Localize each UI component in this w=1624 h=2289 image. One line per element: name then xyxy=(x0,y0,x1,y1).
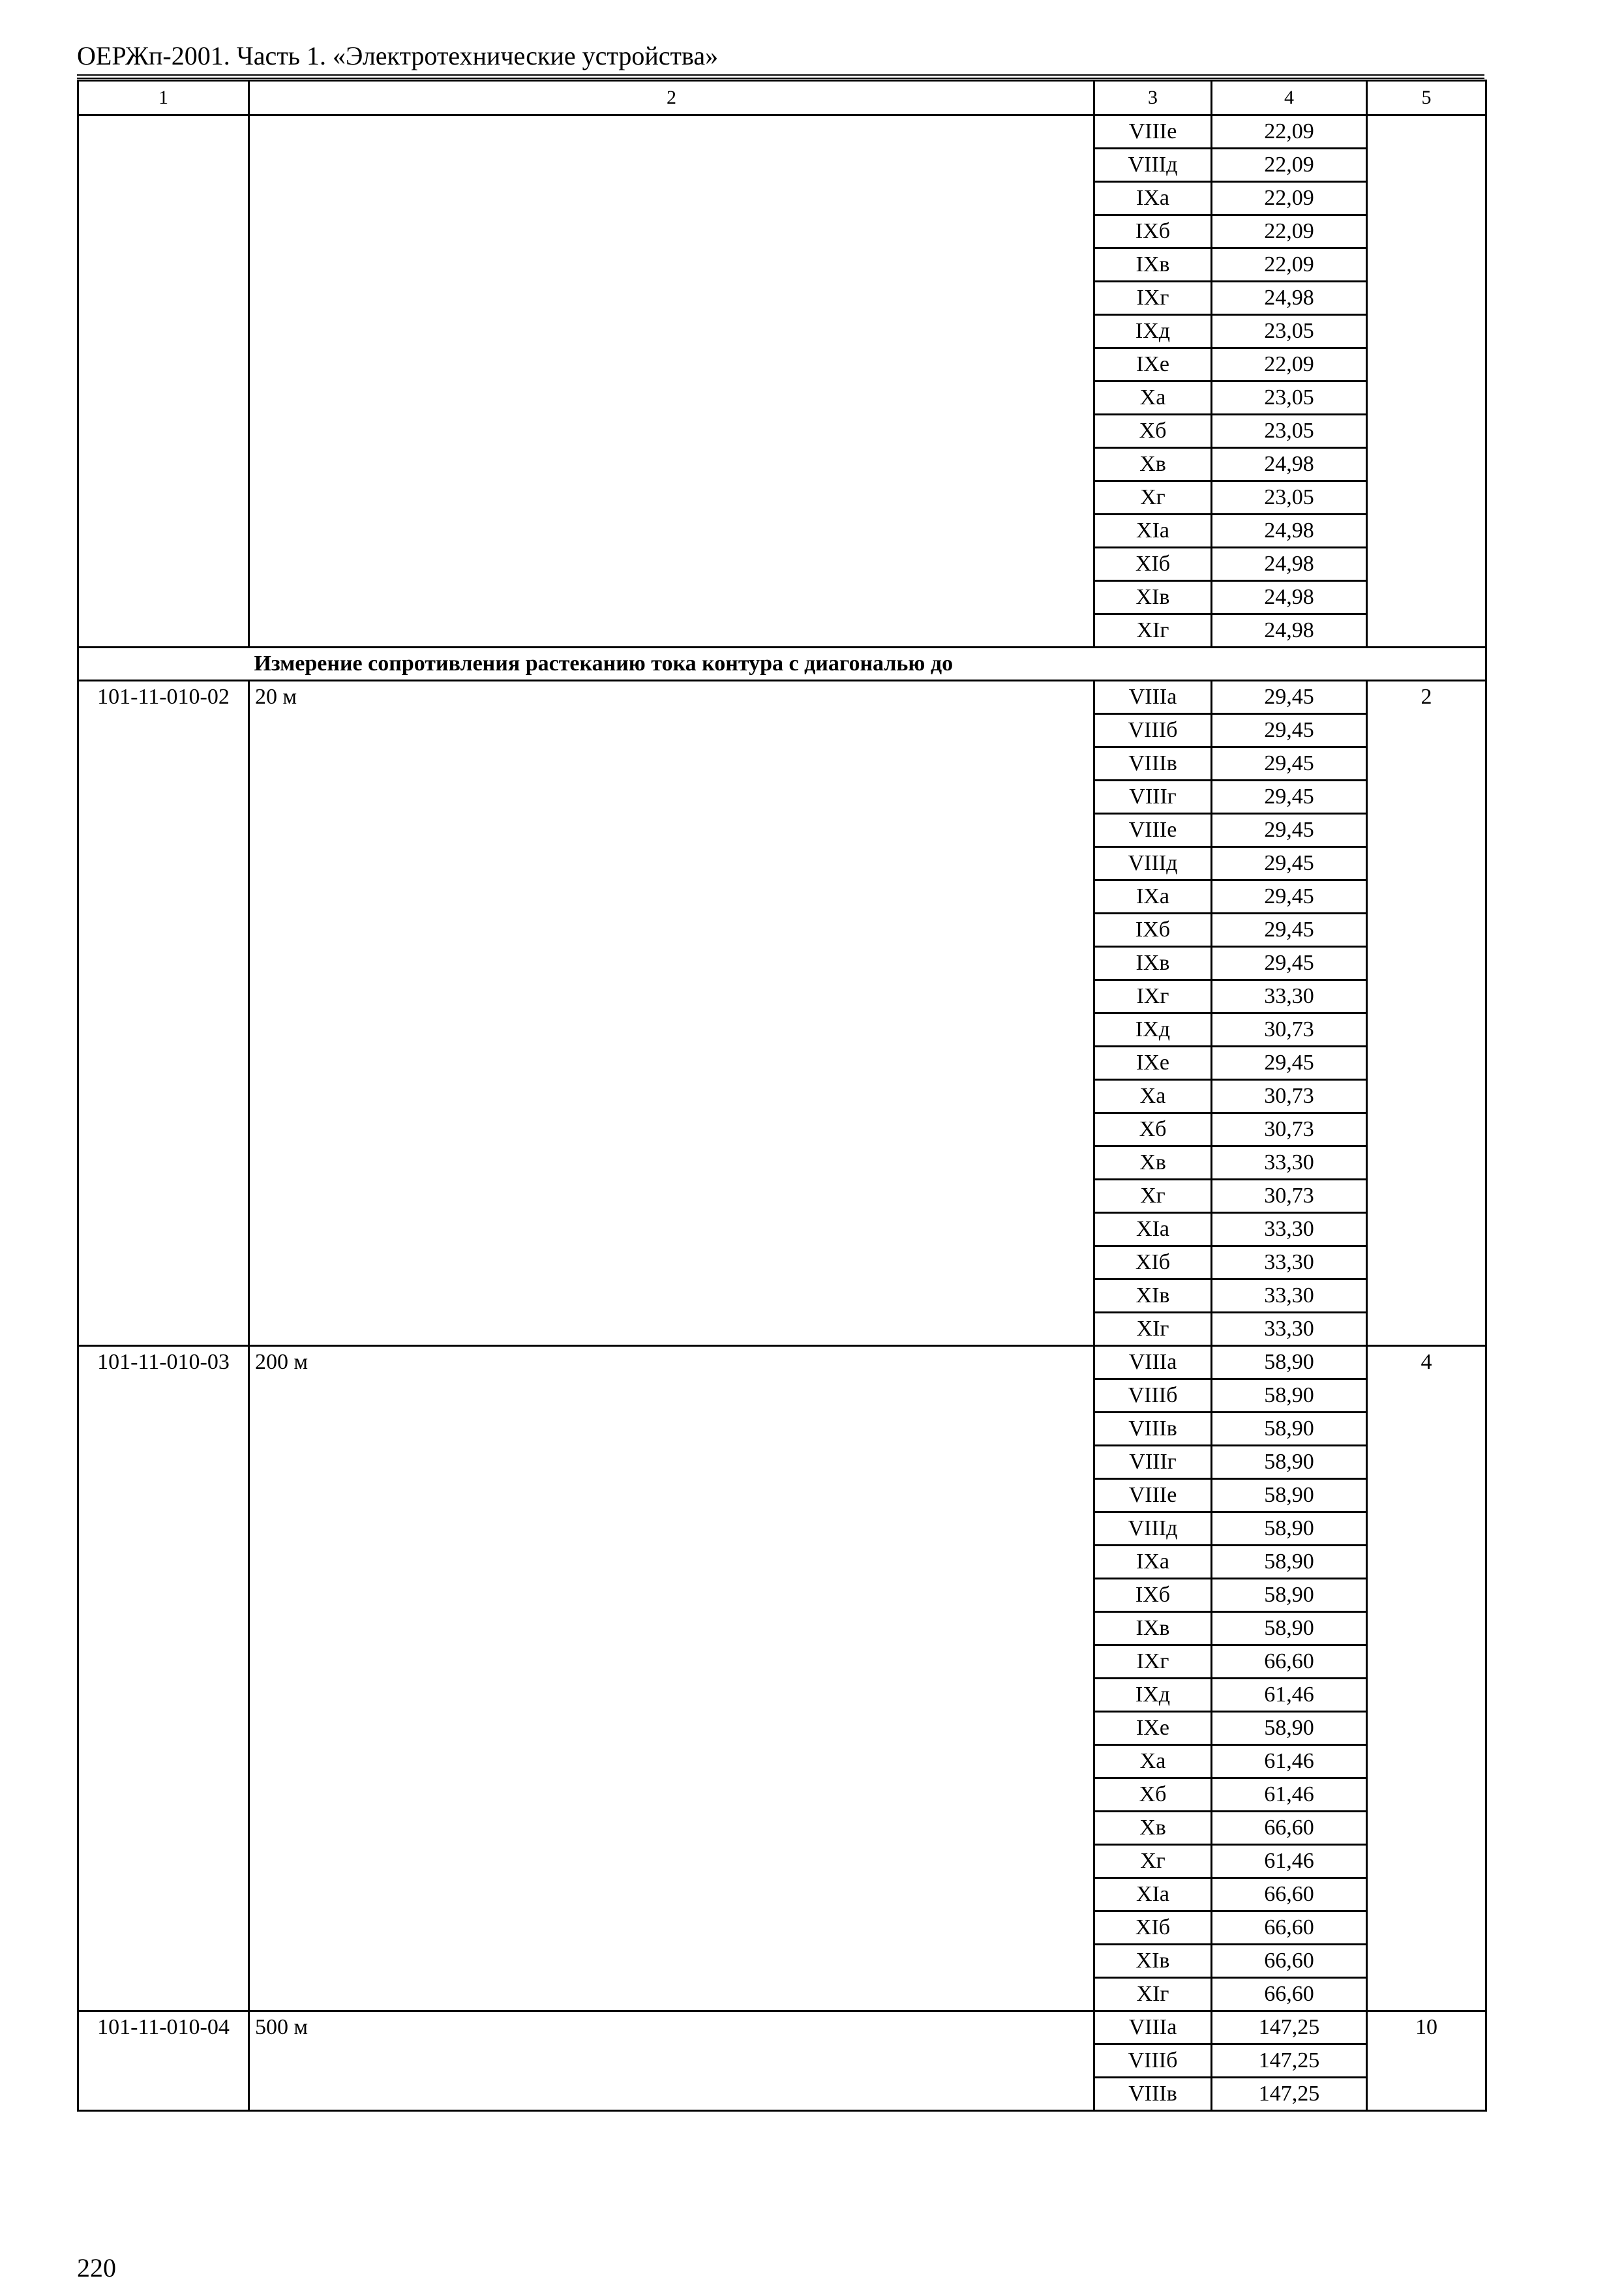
value-cell: 58,90 xyxy=(1212,1579,1367,1612)
zone-cell: XIб xyxy=(1094,1246,1212,1279)
value-cell: 24,98 xyxy=(1212,515,1367,548)
value-cell: 30,73 xyxy=(1212,1180,1367,1213)
value-cell: 29,45 xyxy=(1212,1047,1367,1080)
value-cell: 29,45 xyxy=(1212,880,1367,914)
zone-cell: VIIIе xyxy=(1094,115,1212,149)
zone-cell: XIв xyxy=(1094,1279,1212,1313)
zone-cell: Xг xyxy=(1094,481,1212,515)
zone-cell: IXе xyxy=(1094,1047,1212,1080)
value-cell: 24,98 xyxy=(1212,548,1367,581)
zone-cell: VIIIе xyxy=(1094,814,1212,847)
value-cell: 58,90 xyxy=(1212,1479,1367,1512)
page-header-title: ОЕРЖп-2001. Часть 1. «Электротехнические устройства» xyxy=(77,41,719,70)
value-cell: 30,73 xyxy=(1212,1080,1367,1113)
unit-cell: 2 xyxy=(1367,681,1486,1346)
zone-cell: VIIIд xyxy=(1094,149,1212,182)
rates-table xyxy=(77,80,1487,2112)
rate-code xyxy=(78,115,249,648)
zone-cell: Xг xyxy=(1094,1845,1212,1878)
zone-cell: XIг xyxy=(1094,614,1212,648)
column-number: 1 xyxy=(78,81,249,115)
rate-code: 101-11-010-02 xyxy=(78,681,249,1346)
zone-cell: VIIIб xyxy=(1094,714,1212,747)
zone-cell: IXа xyxy=(1094,1546,1212,1579)
value-cell: 58,90 xyxy=(1212,1546,1367,1579)
value-cell: 66,60 xyxy=(1212,1978,1367,2011)
value-cell: 33,30 xyxy=(1212,1279,1367,1313)
value-cell: 24,98 xyxy=(1212,282,1367,315)
zone-cell: VIIIг xyxy=(1094,781,1212,814)
rate-code: 101-11-010-03 xyxy=(78,1346,249,2011)
zone-cell: IXб xyxy=(1094,215,1212,248)
zone-cell: XIв xyxy=(1094,1945,1212,1978)
zone-cell: IXв xyxy=(1094,1612,1212,1645)
value-cell: 58,90 xyxy=(1212,1379,1367,1413)
zone-cell: VIIIа xyxy=(1094,1346,1212,1379)
value-cell: 58,90 xyxy=(1212,1512,1367,1546)
zone-cell: VIIIе xyxy=(1094,1479,1212,1512)
zone-cell: Xа xyxy=(1094,1080,1212,1113)
zone-cell: IXб xyxy=(1094,1579,1212,1612)
value-cell: 22,09 xyxy=(1212,149,1367,182)
unit-cell: 4 xyxy=(1367,1346,1486,2011)
value-cell: 33,30 xyxy=(1212,980,1367,1013)
zone-cell: VIIIа xyxy=(1094,681,1212,714)
zone-cell: IXа xyxy=(1094,182,1212,215)
zone-cell: IXд xyxy=(1094,315,1212,348)
zone-cell: XIг xyxy=(1094,1978,1212,2011)
zone-cell: Xв xyxy=(1094,448,1212,481)
zone-cell: VIIIв xyxy=(1094,1413,1212,1446)
value-cell: 22,09 xyxy=(1212,348,1367,382)
zone-cell: VIIIд xyxy=(1094,847,1212,880)
zone-cell: VIIIа xyxy=(1094,2011,1212,2044)
zone-cell: IXг xyxy=(1094,1645,1212,1679)
value-cell: 23,05 xyxy=(1212,481,1367,515)
zone-cell: IXд xyxy=(1094,1013,1212,1047)
table-row xyxy=(78,2011,1486,2044)
zone-cell: VIIIв xyxy=(1094,2078,1212,2111)
zone-cell: Xг xyxy=(1094,1180,1212,1213)
value-cell: 61,46 xyxy=(1212,1745,1367,1778)
section-title: Измерение сопротивления растеканию тока контура с диагональю до xyxy=(249,648,1486,681)
header-rule-bottom xyxy=(77,78,1484,79)
zone-cell: Xв xyxy=(1094,1146,1212,1180)
zone-cell: Xб xyxy=(1094,415,1212,448)
value-cell: 61,46 xyxy=(1212,1679,1367,1712)
value-cell: 30,73 xyxy=(1212,1113,1367,1146)
value-cell: 66,60 xyxy=(1212,1878,1367,1911)
value-cell: 29,45 xyxy=(1212,781,1367,814)
value-cell: 147,25 xyxy=(1212,2011,1367,2044)
value-cell: 33,30 xyxy=(1212,1146,1367,1180)
zone-cell: XIа xyxy=(1094,1878,1212,1911)
zone-cell: Xа xyxy=(1094,382,1212,415)
zone-cell: VIIIб xyxy=(1094,1379,1212,1413)
zone-cell: Xв xyxy=(1094,1812,1212,1845)
value-cell: 22,09 xyxy=(1212,182,1367,215)
column-number: 2 xyxy=(249,81,1094,115)
value-cell: 58,90 xyxy=(1212,1346,1367,1379)
value-cell: 58,90 xyxy=(1212,1446,1367,1479)
value-cell: 22,09 xyxy=(1212,215,1367,248)
column-number: 5 xyxy=(1367,81,1486,115)
value-cell: 23,05 xyxy=(1212,415,1367,448)
zone-cell: Xа xyxy=(1094,1745,1212,1778)
column-number: 3 xyxy=(1094,81,1212,115)
zone-cell: IXа xyxy=(1094,880,1212,914)
value-cell: 29,45 xyxy=(1212,914,1367,947)
zone-cell: IXв xyxy=(1094,947,1212,980)
value-cell: 22,09 xyxy=(1212,115,1367,149)
value-cell: 147,25 xyxy=(1212,2078,1367,2111)
value-cell: 22,09 xyxy=(1212,248,1367,282)
value-cell: 147,25 xyxy=(1212,2044,1367,2078)
value-cell: 33,30 xyxy=(1212,1313,1367,1346)
column-number: 4 xyxy=(1212,81,1367,115)
column-number-row xyxy=(78,81,1486,115)
value-cell: 58,90 xyxy=(1212,1612,1367,1645)
section-row xyxy=(78,648,1486,681)
value-cell: 61,46 xyxy=(1212,1845,1367,1878)
zone-cell: IXд xyxy=(1094,1679,1212,1712)
zone-cell: XIв xyxy=(1094,581,1212,614)
unit-cell xyxy=(1367,115,1486,648)
zone-cell: IXв xyxy=(1094,248,1212,282)
zone-cell: XIб xyxy=(1094,1911,1212,1945)
value-cell: 66,60 xyxy=(1212,1645,1367,1679)
rate-description: 20 м xyxy=(249,681,1094,1346)
value-cell: 23,05 xyxy=(1212,382,1367,415)
value-cell: 24,98 xyxy=(1212,581,1367,614)
rate-description xyxy=(249,115,1094,648)
value-cell: 66,60 xyxy=(1212,1812,1367,1845)
value-cell: 29,45 xyxy=(1212,814,1367,847)
zone-cell: VIIIд xyxy=(1094,1512,1212,1546)
rate-description: 200 м xyxy=(249,1346,1094,2011)
zone-cell: Xб xyxy=(1094,1778,1212,1812)
table-row xyxy=(78,1346,1486,1379)
zone-cell: IXе xyxy=(1094,348,1212,382)
value-cell: 29,45 xyxy=(1212,747,1367,781)
value-cell: 33,30 xyxy=(1212,1213,1367,1246)
value-cell: 24,98 xyxy=(1212,448,1367,481)
zone-cell: Xб xyxy=(1094,1113,1212,1146)
zone-cell: VIIIг xyxy=(1094,1446,1212,1479)
value-cell: 33,30 xyxy=(1212,1246,1367,1279)
value-cell: 30,73 xyxy=(1212,1013,1367,1047)
rate-code: 101-11-010-04 xyxy=(78,2011,249,2111)
page-number: 220 xyxy=(77,2253,116,2282)
value-cell: 29,45 xyxy=(1212,714,1367,747)
zone-cell: XIг xyxy=(1094,1313,1212,1346)
zone-cell: XIа xyxy=(1094,515,1212,548)
value-cell: 66,60 xyxy=(1212,1911,1367,1945)
zone-cell: IXг xyxy=(1094,282,1212,315)
value-cell: 23,05 xyxy=(1212,315,1367,348)
zone-cell: XIб xyxy=(1094,548,1212,581)
value-cell: 24,98 xyxy=(1212,614,1367,648)
zone-cell: VIIIб xyxy=(1094,2044,1212,2078)
value-cell: 29,45 xyxy=(1212,847,1367,880)
zone-cell: IXб xyxy=(1094,914,1212,947)
value-cell: 58,90 xyxy=(1212,1413,1367,1446)
zone-cell: IXг xyxy=(1094,980,1212,1013)
value-cell: 58,90 xyxy=(1212,1712,1367,1745)
zone-cell: IXе xyxy=(1094,1712,1212,1745)
unit-cell: 10 xyxy=(1367,2011,1486,2111)
zone-cell: XIа xyxy=(1094,1213,1212,1246)
rate-description: 500 м xyxy=(249,2011,1094,2111)
value-cell: 29,45 xyxy=(1212,681,1367,714)
value-cell: 29,45 xyxy=(1212,947,1367,980)
table-row xyxy=(78,681,1486,714)
zone-cell: VIIIв xyxy=(1094,747,1212,781)
table-row xyxy=(78,115,1486,149)
header-rule-top xyxy=(77,74,1484,76)
value-cell: 61,46 xyxy=(1212,1778,1367,1812)
value-cell: 66,60 xyxy=(1212,1945,1367,1978)
section-empty-cell xyxy=(78,648,249,681)
